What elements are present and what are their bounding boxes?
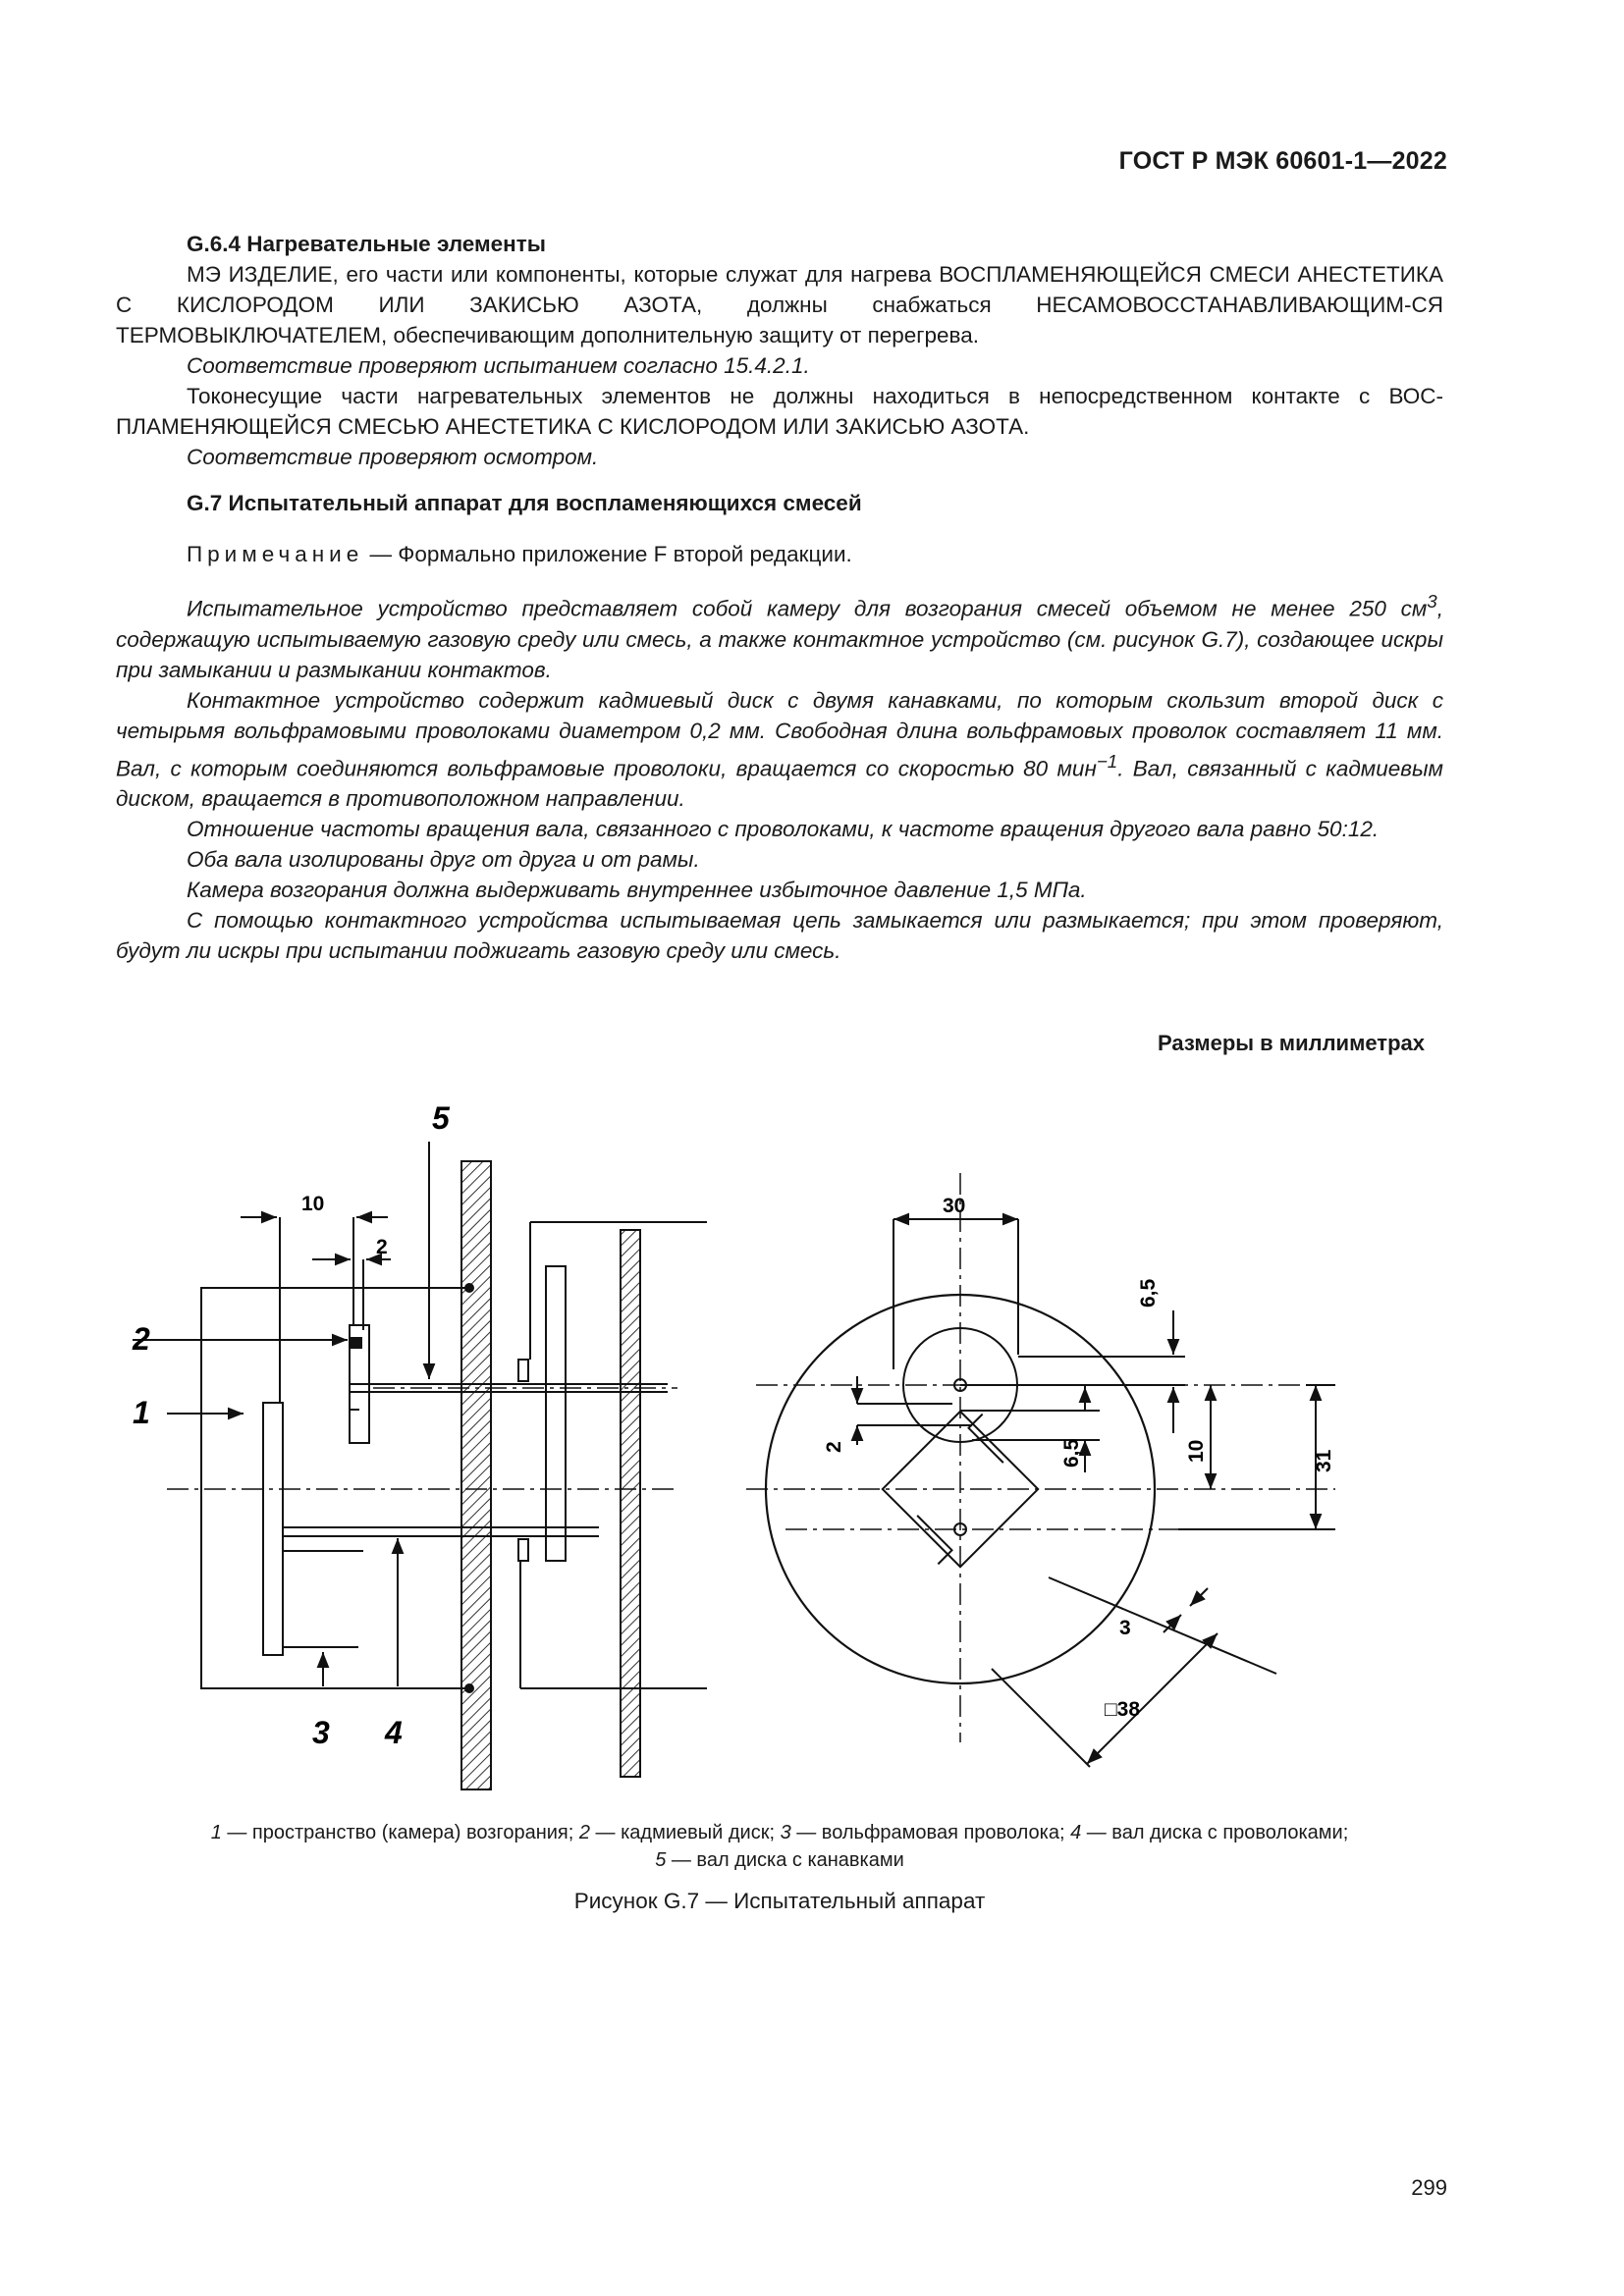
section-heading-g6-4: G.6.4 Нагревательные элементы (187, 232, 547, 256)
note-text: — Формально приложение F второй редакции. (363, 542, 852, 566)
paragraph: Контактное устройство содержит кадмиевый диск с двумя канавками, по которым скользит второй диск с четырьмя вольфрамовыми проволоками диаметром 0,2 мм. Свободная длина вольфрамовых проволок составляет 11 мм. Вал, с которым соединяются вольфрамовые проволоки, вращается со скоростью 80 мин$^{-1}$. Вал, связанный с кадмиевым диском, вращается в противоположном направлении. (116, 687, 1443, 811)
callout-3: 3 (312, 1715, 330, 1750)
compliance-note: Соответствие проверяют осмотром. (187, 445, 599, 469)
dim-31: 31 (1313, 1449, 1335, 1472)
dim-38: □38 (1105, 1698, 1141, 1721)
figure-title: Рисунок G.7 — Испытательный аппарат (573, 1889, 986, 1913)
callout-4: 4 (385, 1715, 403, 1750)
paragraph: Отношение частоты вращения вала, связанного с проволоками, к частоте вращения другого вала равно 50:12. (187, 817, 1380, 841)
callout-2: 2 (133, 1321, 150, 1357)
callout-1: 1 (133, 1395, 150, 1430)
dim-3: 3 (1119, 1617, 1131, 1639)
dim-6-5: 6,5 (1060, 1438, 1083, 1468)
frame-wall-right (621, 1230, 640, 1777)
left-assembly-view (133, 1142, 707, 1789)
right-disc-view (766, 1219, 1335, 1767)
dim-10-right: 10 (1185, 1439, 1208, 1463)
wire-disc (263, 1403, 283, 1655)
dim-10-left: 10 (301, 1193, 325, 1215)
dim-6-5-top: 6,5 (1137, 1278, 1160, 1308)
paragraph: Испытательное устройство представляет собой камеру для возгорания смесей объемом не менее 250 $см^3$, содержащую испытываемую газовую среду или смесь, а также контактное устройство (см. рисунок G.7), создающее искры при замыкании и размыкании контактов. (116, 591, 1443, 682)
paragraph: Оба вала изолированы друг от друга и от рамы. (187, 847, 700, 872)
compliance-note: Соответствие проверяют испытанием согласно 15.4.2.1. (187, 353, 810, 378)
page-number: 299 (1411, 2175, 1447, 2200)
document-header: ГОСТ Р МЭК 60601-1—2022 (1118, 147, 1447, 175)
frame-wall-left (461, 1161, 491, 1789)
figure-legend (116, 1819, 1443, 1874)
legend-line-2: 5 — вал диска с канавками (655, 1849, 904, 1871)
dim-2-left: 2 (376, 1236, 388, 1258)
legend-line-1: 1 — пространство (камера) возгорания; 2 — кадмиевый диск; 3 — вольфрамовая проволока; 4 — вал диска с проволоками; (210, 1822, 1349, 1843)
shaft-disc (546, 1266, 566, 1561)
note-label: Примечание (187, 542, 364, 566)
dim-2-right: 2 (823, 1441, 845, 1453)
paragraph: С помощью контактного устройства испытываемая цепь замыкается или размыкается; при этом проверяют, будут ли искры при испытании поджигать газовую среду или смесь. (116, 908, 1443, 963)
dimensions-note: Размеры в миллиметрах (1158, 1031, 1425, 1055)
paragraph: МЭ ИЗДЕЛИЕ, его части или компоненты, которые служат для нагрева ВОСПЛАМЕНЯЮЩЕЙСЯ СМЕСИ АНЕСТЕТИКА С КИСЛОРОДОМ ИЛИ ЗАКИСЬЮ АЗОТА, должны снабжаться НЕСАМОВОССТАНАВЛИВАЮЩИМ-СЯ ТЕРМОВЫКЛЮЧАТЕЛЕМ, обеспечивающим дополнительную защиту от перегрева. (116, 262, 1443, 347)
dim-30: 30 (943, 1195, 966, 1217)
paragraph: Токонесущие части нагревательных элементов не должны находиться в непосредственном контакте с ВОС-ПЛАМЕНЯЮЩЕЙСЯ СМЕСЬЮ АНЕСТЕТИКА С КИСЛОРОДОМ ИЛИ ЗАКИСЬЮ АЗОТА. (116, 384, 1443, 439)
section-heading-g7: G.7 Испытательный аппарат для воспламеняющихся смесей (187, 491, 862, 515)
callout-5: 5 (432, 1100, 450, 1136)
paragraph: Камера возгорания должна выдерживать внутреннее избыточное давление 1,5 МПа. (187, 878, 1087, 902)
